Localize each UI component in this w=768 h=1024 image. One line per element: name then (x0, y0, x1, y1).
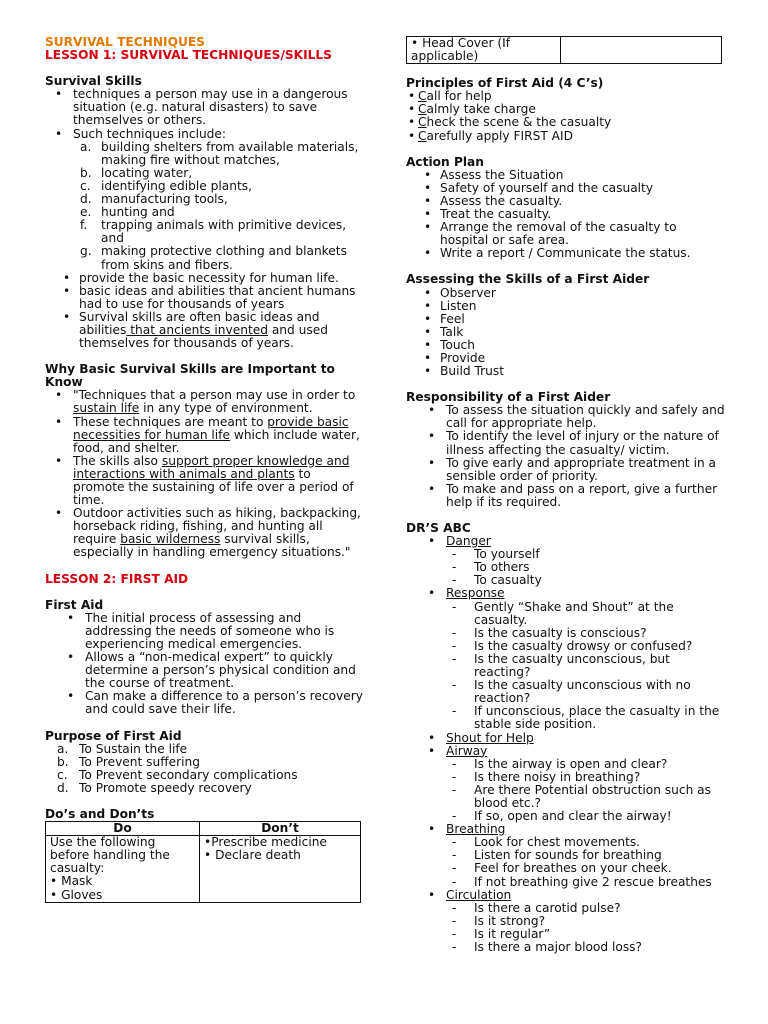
table-header-dont: Don’t (200, 822, 361, 836)
purpose-list (45, 743, 365, 795)
list-item: • Listen (406, 300, 726, 313)
response-sublist (406, 601, 726, 732)
techniques-sublist (45, 141, 365, 272)
list-item: • Provide (406, 352, 726, 365)
why-list (45, 389, 365, 559)
list-item: • Observer (406, 287, 726, 300)
list-item: • Allows a “non-medical expert” to quickly determine a person’s physical condition and the course of treatment. (45, 651, 365, 690)
dos-donts-heading: Do’s and Don’ts (45, 806, 155, 821)
list-item: • To make and pass on a report, give a further help if its required. (406, 483, 726, 509)
lesson2-heading: LESSON 2: FIRST AID (45, 571, 189, 586)
list-item: - Is the casualty unconscious with no reaction? (406, 679, 726, 705)
principles-heading: Principles of First Aid (4 C’s) (406, 76, 604, 91)
list-item: • The skills also support proper knowledge and interactions with animals and plants to promote the sustaining of life over a period of time. (45, 455, 365, 507)
list-item: - Is there a carotid pulse? (406, 902, 726, 915)
list-item: a. building shelters from available materials, making fire without matches, (80, 139, 359, 167)
list-item: - If not breathing give 2 rescue breathes (406, 876, 726, 889)
list-item: • Touch (406, 339, 726, 352)
list-item: • These techniques are meant to provide basic necessities for human life which include water, food, and shelter. (45, 416, 365, 455)
list-item: d. To Promote speedy recovery (57, 780, 252, 795)
list-item: - Is the casualty drowsy or confused? (406, 640, 726, 653)
responsibility-heading: Responsibility of a First Aider (406, 390, 611, 405)
dos-donts-table-continued (406, 36, 722, 64)
list-item: • techniques a person may use in a dangerous situation (e.g. natural disasters) to save themselves or others. (45, 88, 365, 127)
list-item: b. locating water, (80, 165, 193, 180)
list-item: • Circulation (406, 889, 726, 902)
survival-skills-list-2 (45, 272, 365, 351)
list-item: d. manufacturing tools, (80, 192, 228, 207)
dos-donts-table (45, 821, 361, 903)
list-item: - To casualty (406, 574, 726, 587)
list-item: • Talk (406, 326, 726, 339)
skills-heading: Assessing the Skills of a First Aider (406, 272, 650, 287)
list-item: • Call for help (406, 90, 726, 103)
list-item: - Look for chest movements. (406, 836, 726, 849)
list-item: - To others (406, 561, 726, 574)
survival-skills-list (45, 88, 365, 140)
action-plan-list (406, 169, 726, 261)
list-item: - Is it strong? (406, 915, 726, 928)
first-aid-heading: First Aid (45, 597, 104, 612)
list-item: - Are there Potential obstruction such as blood etc.? (406, 784, 726, 810)
list-item: • Danger (406, 535, 726, 548)
list-item: • Carefully apply FIRST AID (406, 130, 726, 143)
list-item: • Safety of yourself and the casualty (406, 182, 726, 195)
first-aid-list (45, 612, 365, 717)
abc-shout-airway (406, 732, 726, 758)
list-item: • To give early and appropriate treatment in a sensible order of priority. (406, 457, 726, 483)
list-item: - Is it regular” (406, 928, 726, 941)
list-item: - To yourself (406, 548, 726, 561)
list-item: • Shout for Help (406, 732, 726, 745)
list-item: • Such techniques include: (45, 128, 365, 141)
list-item: • Response (406, 587, 726, 600)
list-item: g. making protective clothing and blankets from skins and fibers. (80, 244, 347, 272)
list-item: • basic ideas and abilities that ancient humans had to use for thousands of years (45, 285, 365, 311)
list-item: • provide the basic necessity for human life. (45, 272, 365, 285)
list-item: • To assess the situation quickly and safely and call for appropriate help. (406, 404, 726, 430)
danger-sublist (406, 548, 726, 587)
list-item: - If unconscious, place the casualty in the stable side position. (406, 705, 726, 731)
list-item: • Build Trust (406, 365, 726, 378)
list-item: • Can make a difference to a person’s recovery and could save their life. (45, 690, 365, 716)
abc-heading: DR’S ABC (406, 521, 471, 535)
list-item: - Feel for breathes on your cheek. (406, 862, 726, 875)
list-item: • Assess the casualty. (406, 195, 726, 208)
list-item: c. identifying edible plants, (80, 178, 252, 193)
list-item: - Listen for sounds for breathing (406, 849, 726, 862)
document-title: SURVIVAL TECHNIQUES (45, 35, 205, 49)
list-item: • Treat the casualty. (406, 208, 726, 221)
right-column (406, 36, 726, 954)
list-item: • Check the scene & the casualty (406, 116, 726, 129)
airway-sublist (406, 758, 726, 823)
left-column (45, 36, 365, 903)
list-item: • Breathing (406, 823, 726, 836)
principles-list (406, 90, 726, 142)
list-item: - If so, open and clear the airway! (406, 810, 726, 823)
breathing-sublist (406, 836, 726, 888)
survival-skills-heading: Survival Skills (45, 74, 142, 89)
do-cell: • Head Cover (If applicable) (407, 37, 561, 64)
list-item: - Is the casualty unconscious, but reacting? (406, 653, 726, 679)
dont-cell: •Prescribe medicine • Declare death (200, 836, 361, 902)
list-item: - Is the airway is open and clear? (406, 758, 726, 771)
list-item: b. To Prevent suffering (57, 754, 200, 769)
list-item: c. To Prevent secondary complications (57, 767, 298, 782)
abc-circulation (406, 889, 726, 902)
why-heading: Why Basic Survival Skills are Important to Know (45, 362, 335, 390)
action-plan-heading: Action Plan (406, 154, 484, 169)
list-item: e. hunting and (80, 205, 175, 220)
list-item: • Survival skills are often basic ideas and abilities that ancients invented and used themselves for thousands of years. (45, 311, 365, 350)
dont-cell (561, 37, 722, 64)
list-item: • Feel (406, 313, 726, 326)
skills-list (406, 287, 726, 379)
list-item: • To identify the level of injury or the nature of illness affecting the casualty/ victim. (406, 430, 726, 456)
list-item: • The initial process of assessing and addressing the needs of someone who is experiencing medical emergencies. (45, 612, 365, 651)
list-item: • Calmly take charge (406, 103, 726, 116)
circulation-sublist (406, 902, 726, 954)
list-item: • Write a report / Communicate the status. (406, 247, 726, 260)
list-item: • Outdoor activities such as hiking, backpacking, horseback riding, fishing, and hunting all require basic wilderness survival skills, especially in handling emergency situations." (45, 507, 365, 559)
list-item: • "Techniques that a person may use in order to sustain life in any type of environment. (45, 389, 365, 415)
list-item: • Arrange the removal of the casualty to hospital or safe area. (406, 221, 726, 247)
list-item: - Is there noisy in breathing? (406, 771, 726, 784)
lesson1-heading: LESSON 1: SURVIVAL TECHNIQUES/SKILLS (45, 48, 332, 63)
table-header-do: Do (46, 822, 200, 836)
list-item: f. trapping animals with primitive devices, and (80, 218, 347, 246)
list-item: - Is there a major blood loss? (406, 941, 726, 954)
purpose-heading: Purpose of First Aid (45, 728, 182, 743)
abc-response (406, 587, 726, 600)
list-item: • Airway (406, 745, 726, 758)
responsibility-list (406, 404, 726, 509)
list-item: - Gently “Shake and Shout” at the casualty. (406, 601, 726, 627)
list-item: - Is the casualty is conscious? (406, 627, 726, 640)
list-item: • Assess the Situation (406, 169, 726, 182)
list-item: a. To Sustain the life (57, 741, 188, 756)
do-cell: Use the following before handling the casualty: • Mask • Gloves (46, 836, 200, 902)
